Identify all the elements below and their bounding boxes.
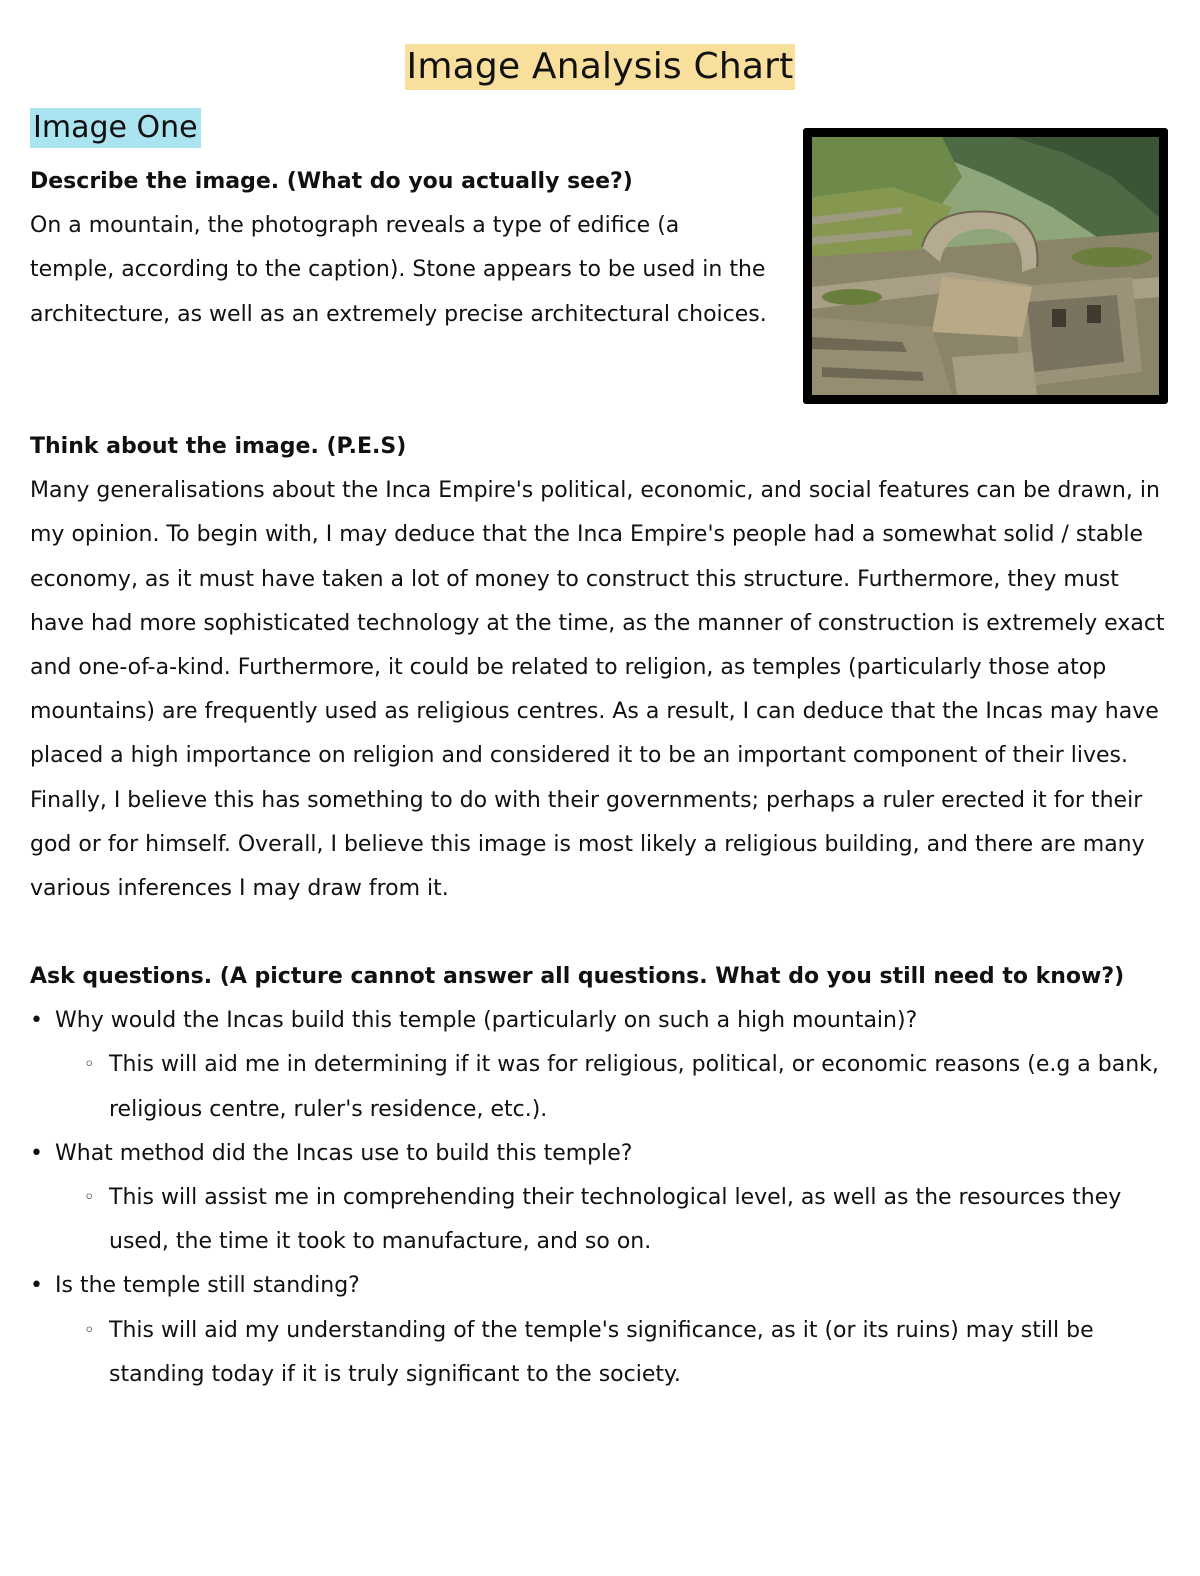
ask-section [30, 955, 1170, 1397]
reason-item: ◦ This will assist me in comprehending their technological level, as well as the resources they used, the time it took to manufacture, and so on. [109, 1176, 1170, 1264]
question-item [30, 1132, 1170, 1265]
temple-ruins-image [812, 137, 1159, 395]
question-text: Is the temple still standing? [55, 1273, 360, 1299]
reason-list [55, 1176, 1170, 1264]
question-item [30, 1264, 1170, 1397]
describe-label: Describe the image. (What do you actually see?) [30, 169, 633, 194]
reason-list [55, 1309, 1170, 1397]
think-section [30, 425, 1170, 911]
page-title: Image Analysis Chart [405, 44, 796, 90]
question-text: What method did the Incas use to build this temple? [55, 1140, 633, 1166]
reason-item: ◦ This will aid my understanding of the temple's significance, as it (or its ruins) may still be standing today if it is truly significant to the society. [109, 1309, 1170, 1397]
think-label: Think about the image. (P.E.S) [30, 434, 407, 459]
section-heading: Image One [30, 108, 201, 148]
reason-list [55, 1043, 1170, 1131]
question-list [30, 999, 1170, 1397]
question-item [30, 999, 1170, 1132]
ask-label: Ask questions. (A picture cannot answer all questions. What do you still need to know?) [30, 964, 1125, 989]
describe-section [30, 160, 770, 337]
reason-item: ◦ This will aid me in determining if it was for religious, political, or economic reasons (e.g a bank, religious centre, ruler's residence, etc.). [109, 1043, 1170, 1131]
describe-text: On a mountain, the photograph reveals a type of edifice (a temple, according to the caption). Stone appears to be used in the architecture, as well as an extremely precise architectural choices. [30, 213, 767, 327]
title-wrapper [0, 44, 1200, 90]
temple-photo [803, 128, 1168, 404]
think-text: Many generalisations about the Inca Empire's political, economic, and social features can be drawn, in my opinion. To begin with, I may deduce that the Inca Empire's people had a somewhat solid / stable economy, as it must have taken a lot of money to construct this structure. Furthermore, they must have had more sophisticated technology at the time, as the manner of construction is extremely exact and one-of-a-kind. Furthermore, it could be related to religion, as temples (particularly those atop mountains) are frequently used as religious centres. As a result, I can deduce that the Incas may have placed a high importance on religion and considered it to be an important component of their lives. Finally, I believe this has something to do with their governments; perhaps a ruler erected it for their god or for himself. Overall, I believe this image is most likely a religious building, and there are many various inferences I may draw from it. [30, 478, 1165, 902]
question-text: Why would the Incas build this temple (particularly on such a high mountain)? [55, 1008, 918, 1034]
